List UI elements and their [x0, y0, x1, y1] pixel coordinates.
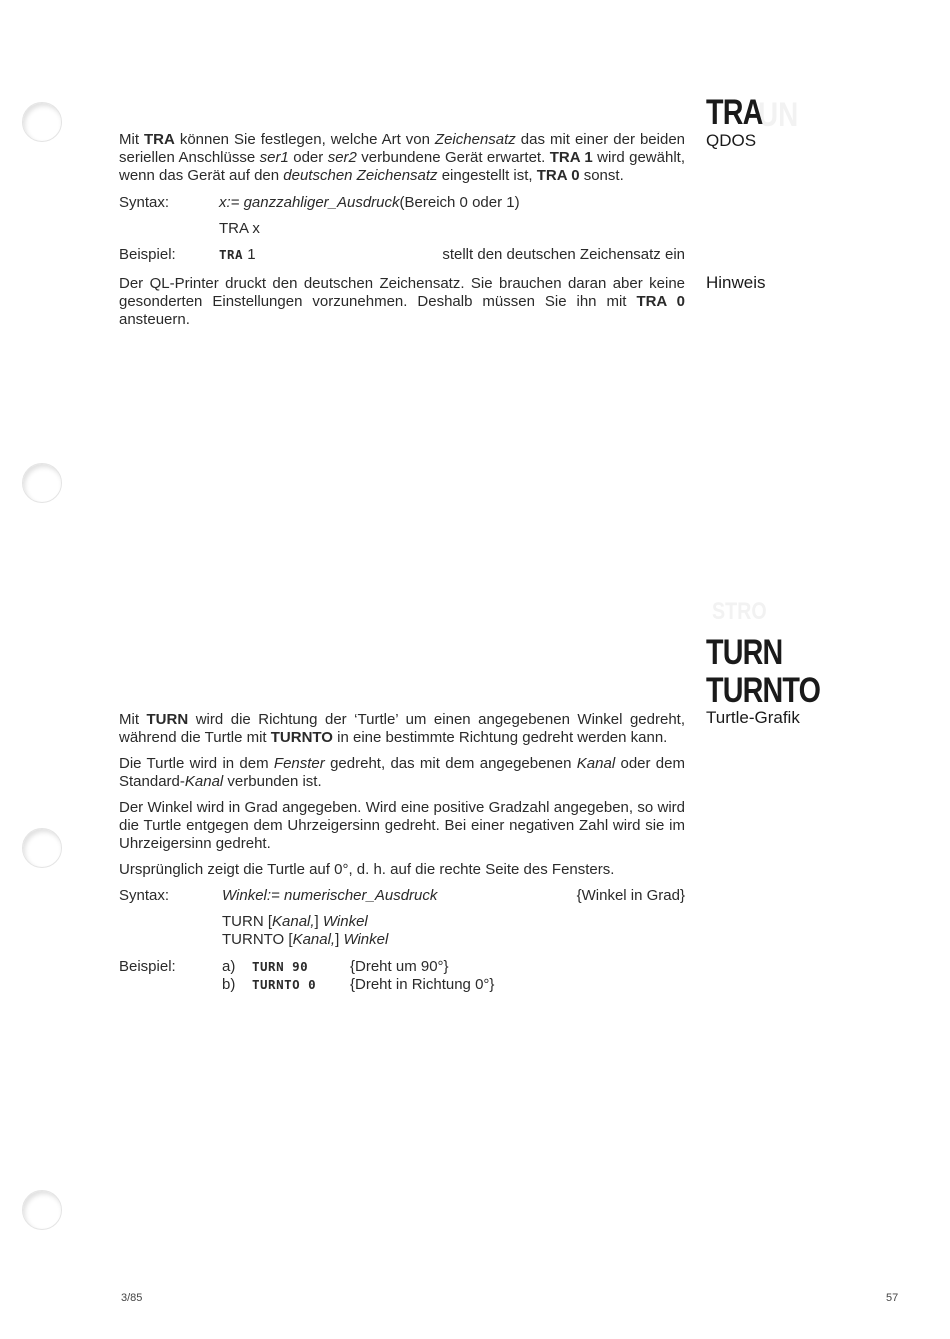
turn-syntax-form [222, 913, 368, 931]
turn-paragraph [119, 799, 685, 853]
text-run: ] [314, 913, 323, 930]
binder-hole [22, 1190, 62, 1230]
emphasis-text: x:= ganzzahliger_Ausdruck [219, 194, 400, 211]
turn-example-comment: {Dreht um 90°} [350, 958, 449, 975]
tra-example-comment: stellt den deutschen Zeichensatz ein [442, 246, 685, 263]
tra-example-argument: 1 [243, 246, 256, 263]
tra-intro [119, 131, 685, 185]
tra-note [119, 275, 685, 329]
turn-syntax-form [222, 931, 388, 949]
turn-example-letter: a) [222, 958, 236, 975]
keyword-text: TURNTO [270, 729, 333, 746]
text-run: ansteuern. [119, 311, 190, 328]
text-run: Die Turtle wird in dem [119, 755, 274, 772]
emphasis-text: Kanal [576, 755, 616, 772]
text-run: ] [335, 931, 344, 948]
text-run: wird die Richtung der ‘Turtle’ um einen angegebenen Winkel gedreht, während die Turtle mit [119, 711, 685, 746]
keyword-text: TRA 0 [536, 167, 580, 184]
turn-heading: TURN [706, 633, 783, 672]
text-run: oder dem Standard- [119, 755, 685, 790]
text-run: können Sie festlegen, welche Art von [174, 131, 435, 148]
turn-subheading: Turtle-Grafik [706, 708, 800, 727]
text-run: [ [267, 913, 272, 930]
text-run: Mit [119, 131, 144, 148]
binder-hole [22, 463, 62, 503]
text-run: in eine bestimmte Richtung gedreht werden kann. [332, 729, 668, 746]
tra-syntax-label: Syntax: [119, 194, 170, 211]
turn-example-code: TURN 90 [252, 959, 309, 974]
keyword-text: TURN [146, 711, 189, 728]
keyword-text: TRA 1 [549, 149, 593, 166]
emphasis-text: Fenster [273, 755, 325, 772]
text-run: Der Winkel wird in Grad angegeben. Wird eine positive Gradzahl angegeben, so wird die Turtle entgegen dem Uhrzeigersinn gedreht. Bei einer negativen Zahl wird sie im Uhrzeigersinn gedreht. [119, 799, 685, 852]
turn-example-letter: b) [222, 976, 236, 993]
text-run: Der QL-Printer druckt den deutschen Zeichensatz. Sie brauchen daran aber keine gesonderten Einstellungen vorzunehmen. Deshalb müssen Sie ihn mit [119, 275, 685, 310]
turn-paragraph [119, 711, 685, 747]
tra-subheading: QDOS [706, 131, 757, 150]
text-run: oder [288, 149, 328, 166]
emphasis-text: Winkel [343, 931, 389, 948]
text-run: eingestellt ist, [437, 167, 537, 184]
text-run: Ursprünglich zeigt die Turtle auf 0°, d. h. auf die rechte Seite des Fensters. [119, 861, 615, 878]
turn-example-code: TURNTO 0 [252, 977, 317, 992]
text-run: sonst. [579, 167, 624, 184]
text-run: gedreht, das mit dem angegebenen [324, 755, 577, 772]
text-run: [ [288, 931, 293, 948]
text-run: (Bereich 0 oder 1) [399, 194, 520, 211]
text-run: verbunden ist. [223, 773, 322, 790]
text-run: TURNTO [222, 931, 289, 948]
text-run: TURN [222, 913, 268, 930]
tra-example-label: Beispiel: [119, 246, 176, 263]
tra-note-label: Hinweis [706, 273, 766, 292]
tra-example-code [219, 246, 256, 264]
tra-heading: TRA [706, 93, 763, 132]
text-run: wird gewählt, wenn das Gerät auf den [119, 149, 685, 184]
footer-date: 3/85 [121, 1292, 143, 1304]
turn-example-comment: {Dreht in Richtung 0°} [350, 976, 495, 993]
emphasis-text: Kanal [184, 773, 224, 790]
emphasis-text: Kanal, [272, 913, 315, 930]
turn-paragraph [119, 755, 685, 791]
tra-syntax-line1 [219, 194, 520, 212]
emphasis-text: Winkel [322, 913, 368, 930]
turn-syntax-note: {Winkel in Grad} [576, 887, 685, 904]
text-run: Mit [119, 711, 147, 728]
emphasis-text: ser2 [327, 149, 357, 166]
turnto-heading: TURNTO [706, 671, 821, 710]
text-run: verbundene Gerät erwartet. [356, 149, 550, 166]
binder-hole [22, 102, 62, 142]
emphasis-text: Zeichensatz [434, 131, 516, 148]
turn-paragraph [119, 861, 685, 879]
page-number: 57 [886, 1292, 899, 1304]
emphasis-text: ser1 [259, 149, 289, 166]
turn-example-label: Beispiel: [119, 958, 176, 975]
emphasis-text: Kanal, [292, 931, 336, 948]
turn-syntax-label: Syntax: [119, 887, 170, 904]
binder-hole [22, 828, 62, 868]
turn-syntax-expression: Winkel:= numerischer_Ausdruck [222, 887, 438, 904]
emphasis-text: deutschen Zeichensatz [283, 167, 438, 184]
tra-example-keyword: TRA [219, 247, 244, 262]
text-run: das mit einer der beiden seriellen Anschlüsse [119, 131, 686, 166]
show-through-mark: UN [758, 96, 799, 134]
tra-syntax-line2: TRA x [219, 220, 260, 237]
keyword-text: TRA 0 [636, 293, 686, 310]
keyword-text: TRA [144, 131, 175, 148]
show-through-mark: STRO [712, 598, 767, 625]
